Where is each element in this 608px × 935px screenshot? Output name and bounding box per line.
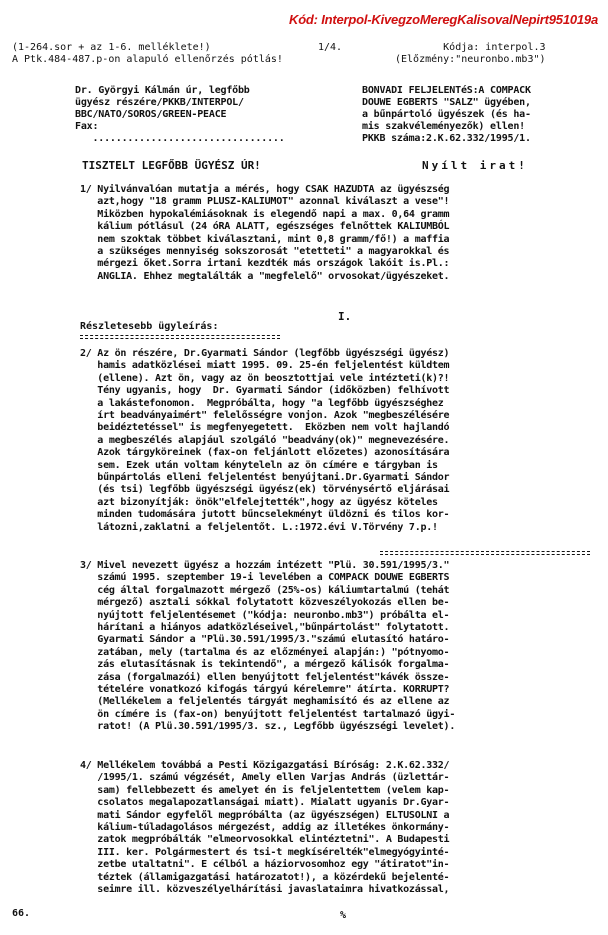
paragraph-4: 4/ Mellékelem továbbá a Pesti Közigazgatási Bíróság: 2.K.62.332/ /1995/1. számú végzését, Amely ellen Varjas András (üzlettár- sam) fellebbezett és amelyet én is feljelentettem (velem kap- csolatos megalapozatlanságai miatt). Mialatt ugyanis Dr.Gyar- mati Sándor egyfelől megpróbálta (az ügyészségen) ELTUSOLNI a kálium-túladagolásos mérgezést, addig az illetékes önkormány- zatok megpróbálták "elmeorvosokkal elintéztetni". A Budapesti III. ker. Polgármestert és tsi-t megkísérelték"elmegyógyinté- zetbe utaltatni". E célból a háziorvosomhoz egy "átiratot"in- téztek (államigazgatási határozatot!), a közérdekű bejelenté- seimre ill. közveszélyelhárítási javaslataimra hivatkozással, xyxy=(80,760,450,896)
section-roman-numeral: I. xyxy=(338,310,352,323)
paragraph-2-underline xyxy=(380,551,590,555)
header-prior-line: (Előzmény:"neuronbo.mb3") xyxy=(395,54,546,65)
subject-line: a bűnpártoló ügyészek (és ha- xyxy=(362,109,531,120)
section-heading: Részletesebb ügyleírás: xyxy=(80,321,219,332)
header-right xyxy=(395,42,546,66)
subject-block xyxy=(362,85,531,145)
header-left xyxy=(12,42,283,66)
subject-line: DOUWE EGBERTS "SALZ" ügyében, xyxy=(362,97,531,108)
subject-line: mis szakvéleményezők) ellen! xyxy=(362,121,525,132)
paragraph-2: 2/ Az ön részére, Dr.Gyarmati Sándor (legfőbb ügyészségi ügyész) hamis adatközlései miatt 1995. 09. 25-én feljelentést küldtem (ellene). Azt ön, vagy az ön beosztottjai vele intézteti(k)?! Tény ugyanis, hogy Dr. Gyarmati Sándor (időközben) felhívott a lakástefonomon. Megpróbálta, hogy "a legfőbb ügyészséghez írt beadványaimért" felelősségre vonjon. Azok "megbeszélésére beidéztetéssel" is megfenyegetett. Eközben nem volt hajlandó a megbeszélés alapjául szolgáló "beadvány(ok)" megnevezésére. Azok tárgyköreinek (fax-on feljánlott előzetes) azonosítására sem. Ezek után voltam kényteleln az ön címére e tárgyban is bűnpártolás elleni feljelentést benyújtani.Dr.Gyarmati Sándor (és tsi) legfőbb ügyészségi ügyész(ek) törvénysértő eljárásai azt bizonyítják: önök"elfelejtették",hogy az ügyész köteles minden tudomására jutott bűncselekményt üldözni és tilos kor- látozni,zaklatni a feljelentőt. L.:1972.évi V.Törvény 7.p.! xyxy=(80,348,450,533)
paragraph-3: 3/ Mivel nevezett ügyész a hozzám intézett "Plü. 30.591/1995/3." számú 1995. szeptember 19-i levelében a COMPACK DOUWE EGBERTS cég által forgalmazott mérgező (25%-os) káliumtartalmú (tehát mérgező) asztali sókkal folytatott közveszélyokozás ellen be- nyújtott feljelentésemet ("kódja: neuronbo.mb3") próbálta el- hárítani a hiányos adatközléseivel,"bűnpártolást" folytatott. Gyarmati Sándor a "Plü.30.591/1995/3."számú elutasító határo- zatában, mely (tartalma és az előzményei alapján:) "pótnyomo- zás elutasításnak is tekintendő", a mérgező kálisók forgalma- zása (forgalmazói) ellen benyújtott feljelentést"kávék össze- tételére vonatkozó kifogás tárgyú kérelemre" átírta. KORRUPT? (Mellékelem a feljelentés tárgyát meghamisító és az ellene az ön címére is (fax-on) benyújtott feljelentést tartalmazó ügyi- ratot! (A Plü.30.591/1995/3. sz., Legfőbb ügyészségi levelet). xyxy=(80,560,456,733)
addressee-line: ................................. xyxy=(75,133,285,144)
header-left-line2: A Ptk.484-487.p-on alapuló ellenőrzés pótlás! xyxy=(12,54,283,65)
open-letter-label: Nyílt irat! xyxy=(422,159,528,172)
subject-line: PKKB száma:2.K.62.332/1995/1. xyxy=(362,133,531,144)
addressee-line: BBC/NATO/SOROS/GREEN-PEACE xyxy=(75,109,227,120)
page-number: 66. xyxy=(12,908,31,919)
header-left-line1: (1-264.sor + az 1-6. melléklete!) xyxy=(12,42,211,53)
addressee-line: Fax: xyxy=(75,121,99,132)
page-label: 1/4. xyxy=(318,42,343,53)
header-code-line: Kódja: interpol.3 xyxy=(443,42,546,53)
greeting: TISZTELT LEGFŐBB ÜGYÉSZ ÚR! xyxy=(82,159,261,172)
addressee-line: Dr. Györgyi Kálmán úr, legfőbb xyxy=(75,85,250,96)
subject-line: BONVADI FELJELENTéS:A COMPACK xyxy=(362,85,531,96)
section-underline xyxy=(80,335,280,339)
addressee-line: ügyész részére/PKKB/INTERPOL/ xyxy=(75,97,244,108)
paragraph-1: 1/ Nyilvánvalóan mutatja a mérés, hogy CSAK HAZUDTA az ügyészség azt,hogy "18 gramm PLUSZ-KALIUMOT" azonnal kiválaszt a vese"! Miközben hypokalémiásoknak is elegendő napi a max. 0,64 gramm kálium pótlásul (24 óRA ALATT, egészséges felnőttek KALIUMBÓL nem szoktak többet kiválasztani, mint 0,8 gramm/fő!) a maffia a szükséges mennyiség sokszorosát "etetteti" a magyarokkal és mérgezi őket.Sorra irtani kezdték más országok lakóit is.Pl.: ANGLIA. Ehhez megtalálták a "megfelelő" orvosokat/ügyészeket. xyxy=(80,184,450,282)
addressee-block xyxy=(75,85,285,145)
document-code-title: Kód: Interpol-KivegzoMeregKalisovalNepirt951019a xyxy=(289,12,598,27)
footer-mark: % xyxy=(340,910,347,921)
